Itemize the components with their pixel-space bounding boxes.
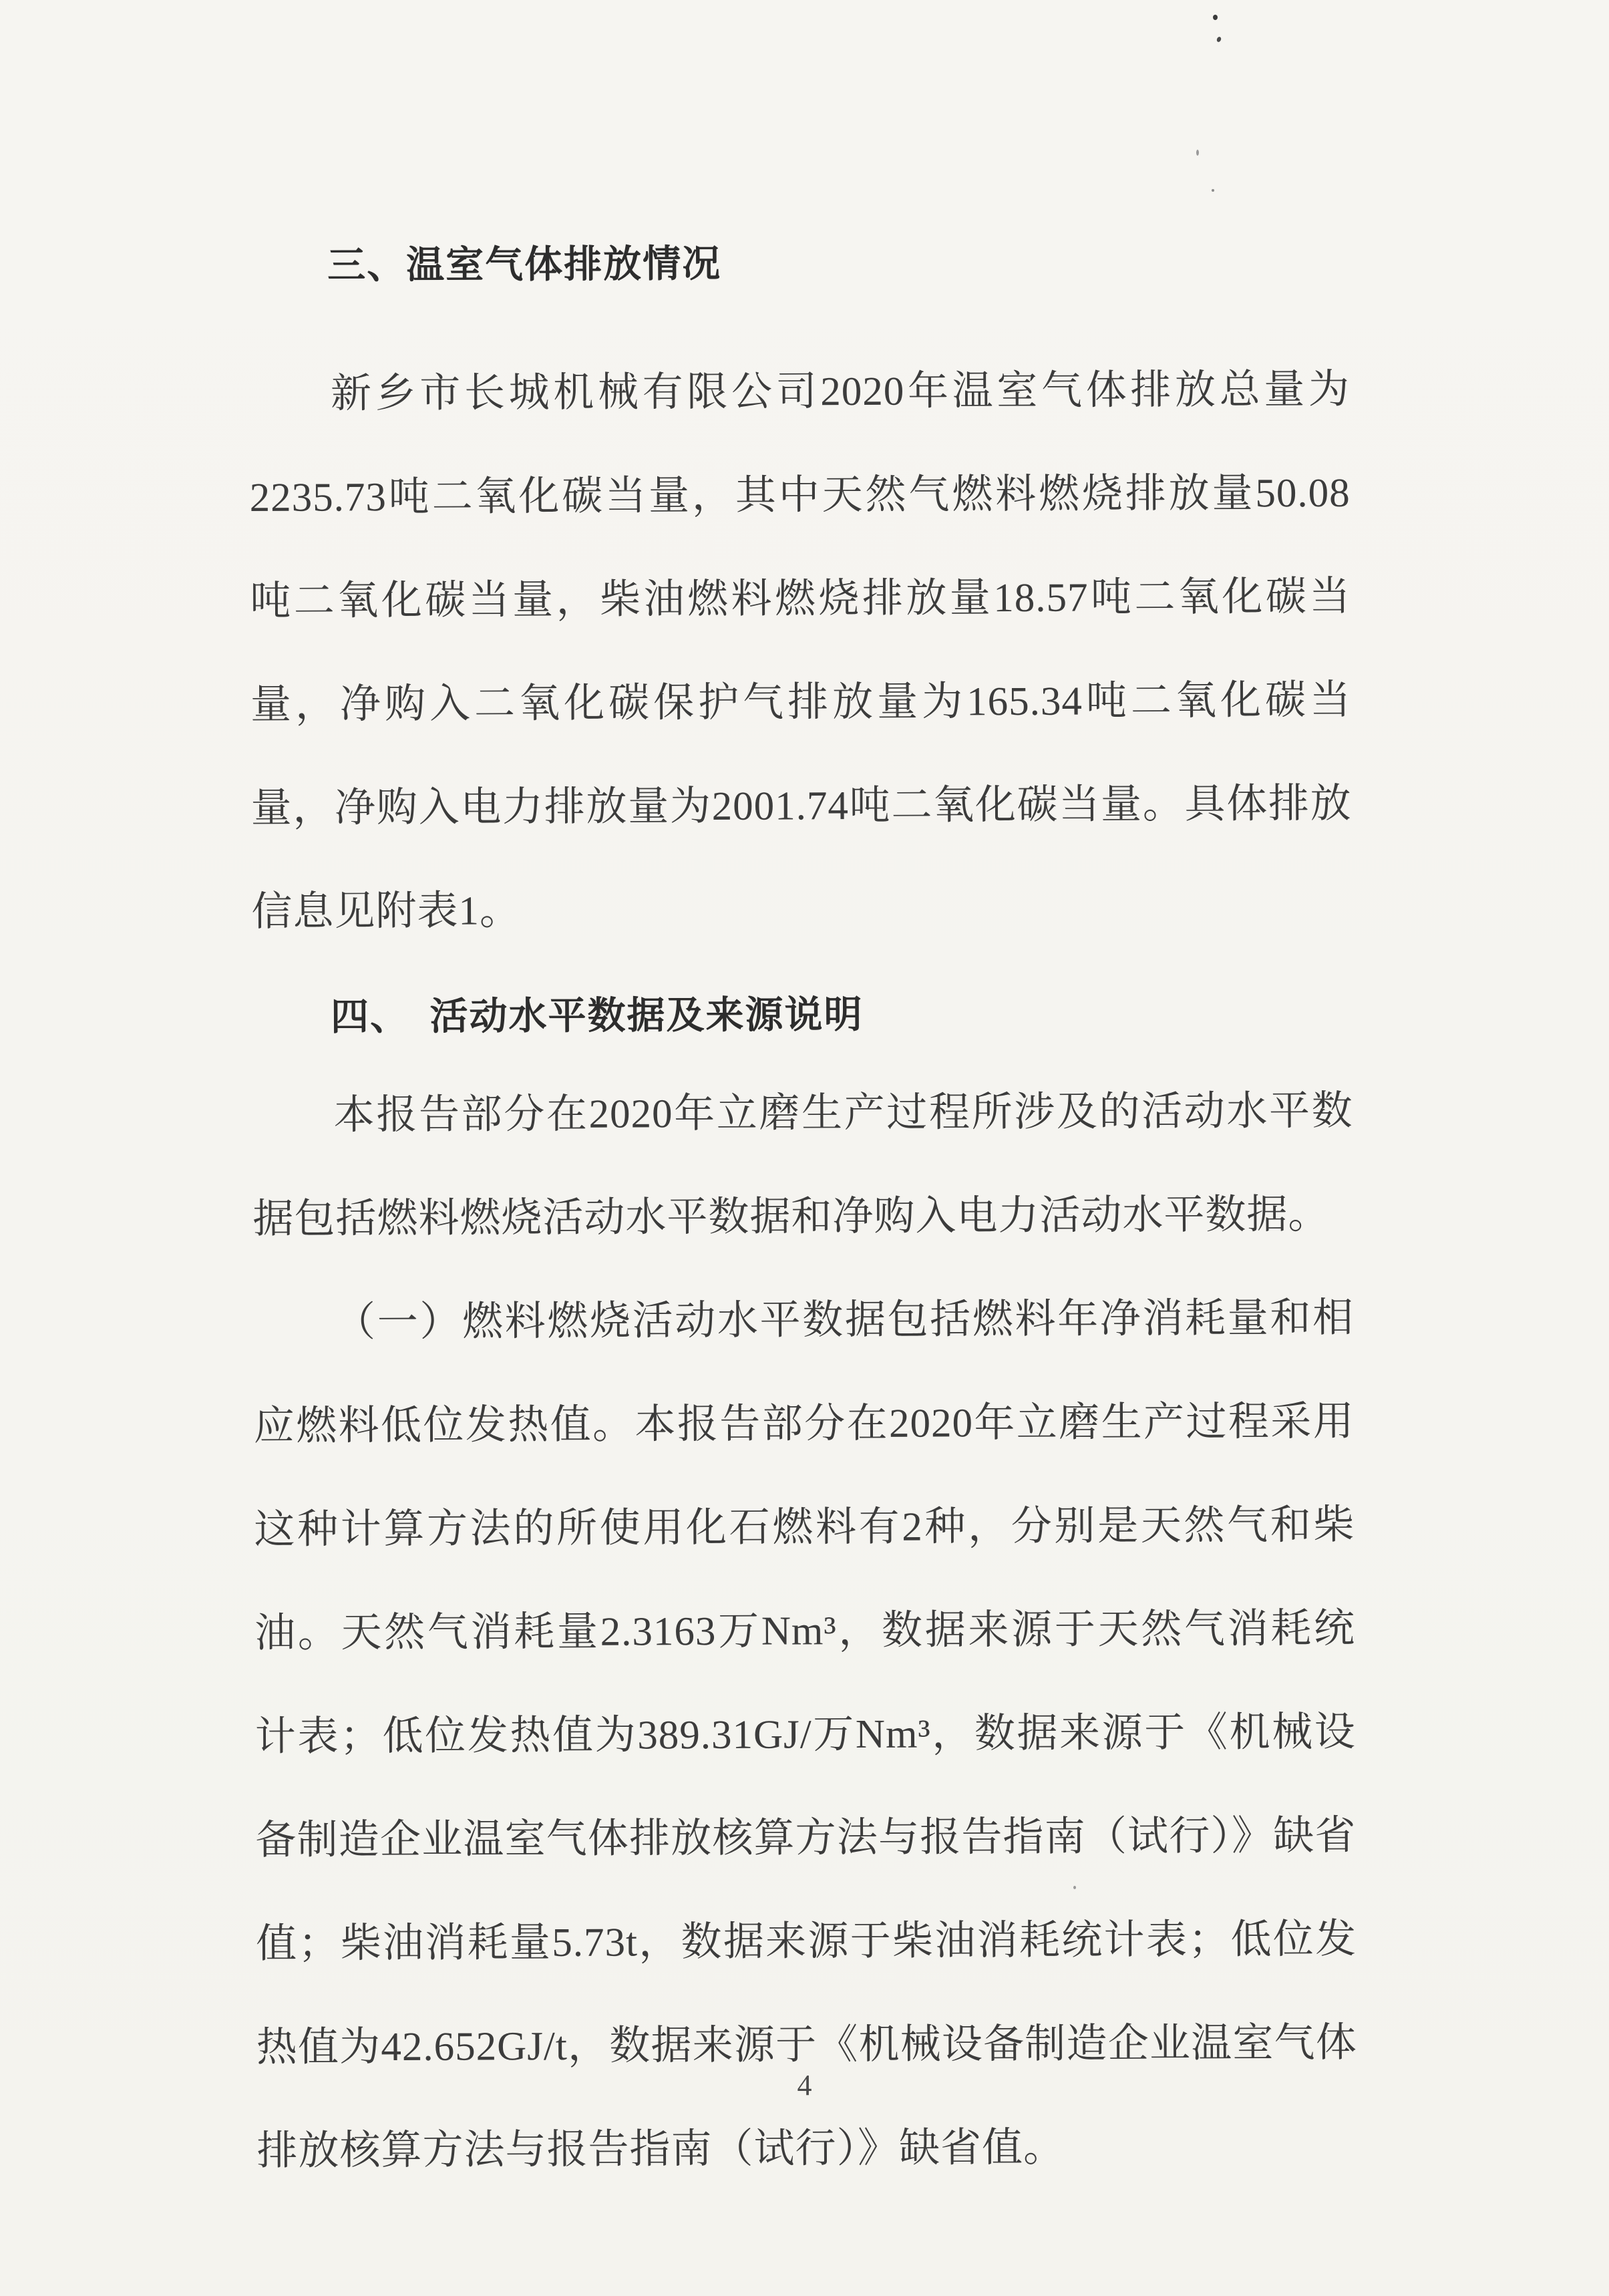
scan-speck xyxy=(1213,15,1218,20)
paragraph-ghg-emissions-summary: 新乡市长城机械有限公司2020年温室气体排放总量为2235.73吨二氧化碳当量，其中天然气燃料燃烧排放量50.08吨二氧化碳当量，柴油燃料燃烧排放量18.57吨二氧化碳当量，净购入二氧化碳保护气排放量为165.34吨二氧化碳当量，净购入电力排放量为2001.74吨二氧化碳当量。具体排放信息见附表1。 xyxy=(249,367,1352,935)
scan-speck xyxy=(1216,36,1222,43)
page-number: 4 xyxy=(797,2069,812,2102)
section-heading-activity-data: 四、 活动水平数据及来源说明 xyxy=(330,993,864,1039)
paragraph-fuel-combustion-detail: （一）燃料燃烧活动水平数据包括燃料年净消耗量和相应燃料低位发热值。本报告部分在2020年立磨生产过程采用这种计算方法的所使用化石燃料有2种，分别是天然气和柴油。天然气消耗量2.3163万Nm³，数据来源于天然气消耗统计表；低位发热值为389.31GJ/万Nm³，数据来源于《机械设备制造企业温室气体排放核算方法与报告指南（试行）》缺省值；柴油消耗量5.73t，数据来源于柴油消耗统计表；低位发热值为42.652GJ/t，数据来源于《机械设备制造企业温室气体排放核算方法与报告指南（试行）》缺省值。 xyxy=(253,1295,1357,2174)
paragraph-activity-data-scope: 本报告部分在2020年立磨生产过程所涉及的活动水平数据包括燃料燃烧活动水平数据和净购入电力活动水平数据。 xyxy=(252,1088,1353,1242)
scan-speck xyxy=(1212,189,1214,192)
section-heading-ghg-emissions: 三、温室气体排放情况 xyxy=(327,242,722,287)
scan-speck xyxy=(1196,150,1199,156)
page-content xyxy=(248,234,1358,2203)
